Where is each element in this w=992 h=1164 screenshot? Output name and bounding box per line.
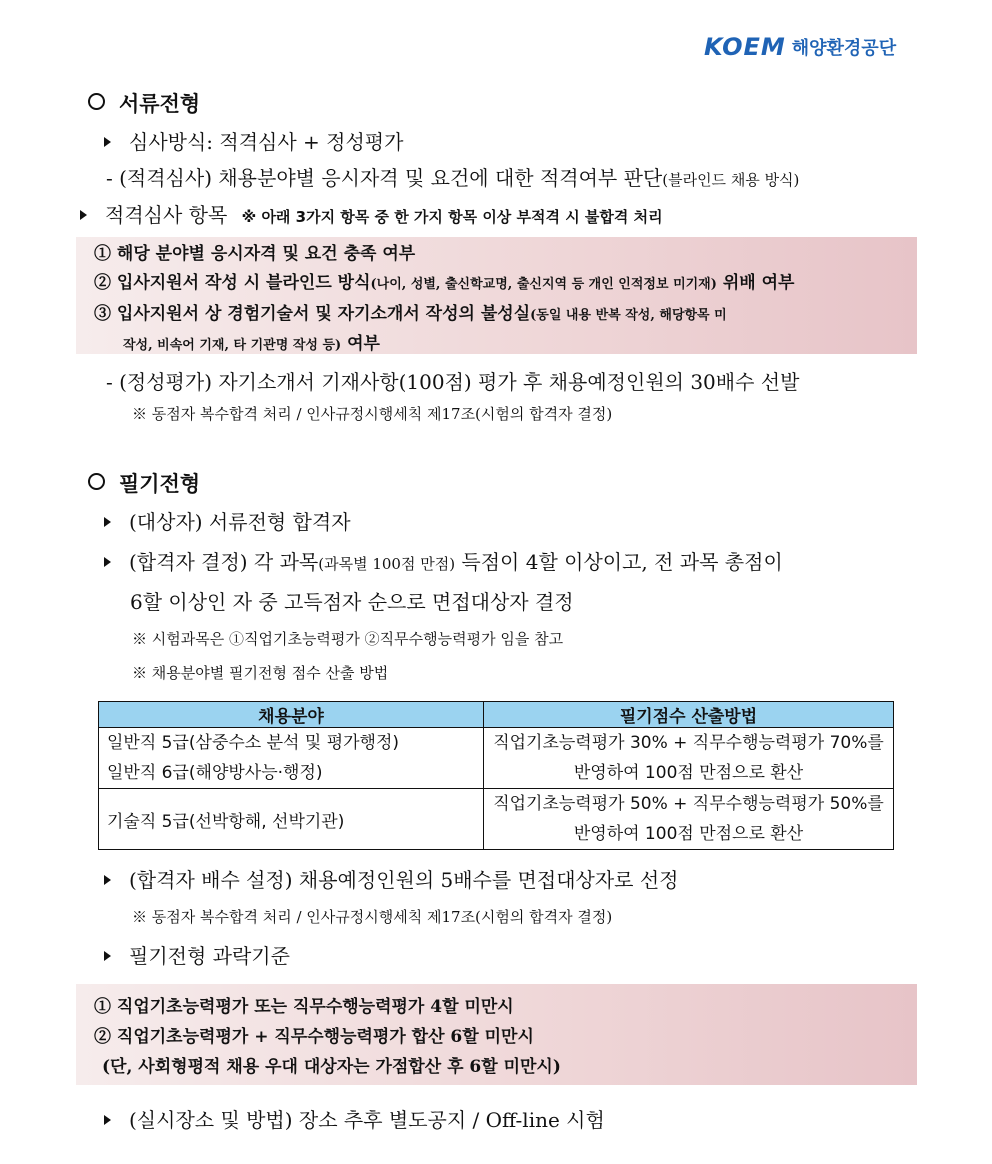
- header-logo: [704, 32, 896, 62]
- section-title-documents: 서류전형: [88, 88, 200, 118]
- cutoff-item-3: (단, 사회형평적 채용 우대 대상자는 가점합산 후 6할 미만시): [102, 1057, 561, 1077]
- cutoff-heading: 필기전형 과락기준: [104, 940, 290, 969]
- pass-decision-cont: 6할 이상인 자 중 고득점자 순으로 면접대상자 결정: [130, 590, 574, 614]
- screening-method: 심사방식: 적격심사 + 정성평가: [104, 126, 403, 155]
- exam-place: (실시장소 및 방법) 장소 추후 별도공지 / Off-line 시험: [104, 1104, 605, 1133]
- triangle-bullet-icon: [104, 1115, 111, 1125]
- box-item-3-cont: 작성, 비속어 기재, 타 기관명 작성 등) 여부: [123, 334, 380, 354]
- score-method-note: ※ 채용분야별 필기전형 점수 산출 방법: [132, 664, 389, 682]
- table-row: [99, 728, 894, 789]
- table-row: [99, 789, 894, 850]
- circle-bullet-icon: [88, 473, 105, 490]
- triangle-bullet-icon: [104, 557, 111, 567]
- section-title-written: 필기전형: [88, 468, 200, 498]
- multiple-setting: (합격자 배수 설정) 채용예정인원의 5배수를 면접대상자로 선정: [104, 864, 678, 893]
- logo-mark: KOEM: [704, 33, 786, 61]
- box-item-2: ② 입사지원서 작성 시 블라인드 방식(나이, 성별, 출신학교명, 출신지역 등 개인 인적정보 미기재) 위배 여부: [94, 273, 795, 293]
- triangle-bullet-icon: [80, 210, 87, 220]
- disqualification-box: [76, 237, 917, 354]
- cutoff-item-2: ② 직업기초능력평가 + 직무수행능력평가 합산 6할 미만시: [94, 1027, 534, 1047]
- pass-decision: (합격자 결정) 각 과목(과목별 100점 만점) 득점이 4할 이상이고, 전 과목 총점이: [104, 546, 783, 575]
- qualitative-evaluation: - (정성평가) 자기소개서 기재사항(100점) 평가 후 채용예정인원의 30배수 선발: [106, 370, 800, 394]
- subjects-note: ※ 시험과목은 ①직업기초능력평가 ②직무수행능력평가 임을 참고: [132, 630, 564, 648]
- table-header: 채용분야: [99, 702, 484, 728]
- table-cell: 직업기초능력평가 30% + 직무수행능력평가 70%를 반영하여 100점 만점으로 환산: [484, 728, 894, 789]
- box-item-1: ① 해당 분야별 응시자격 및 요건 충족 여부: [94, 244, 416, 264]
- table-cell: 일반직 5급(삼중수소 분석 및 평가행정) 일반직 6급(해양방사능·행정): [99, 728, 484, 789]
- table-header: 필기점수 산출방법: [484, 702, 894, 728]
- written-target: (대상자) 서류전형 합격자: [104, 506, 351, 535]
- triangle-bullet-icon: [104, 137, 111, 147]
- table-cell: 직업기초능력평가 50% + 직무수행능력평가 50%를 반영하여 100점 만점으로 환산: [484, 789, 894, 850]
- triangle-bullet-icon: [104, 875, 111, 885]
- cutoff-box: [76, 984, 917, 1085]
- circle-bullet-icon: [88, 93, 105, 110]
- cutoff-item-1: ① 직업기초능력평가 또는 직무수행능력평가 4할 미만시: [94, 997, 514, 1017]
- table-header-row: [99, 702, 894, 728]
- org-name: 해양환경공단: [791, 38, 897, 59]
- triangle-bullet-icon: [104, 951, 111, 961]
- multiple-note: ※ 동점자 복수합격 처리 / 인사규정시행세칙 제17조(시험의 합격자 결정): [132, 908, 613, 926]
- triangle-bullet-icon: [104, 517, 111, 527]
- score-table: [98, 701, 894, 850]
- table-cell: 기술직 5급(선박항해, 선박기관): [99, 789, 484, 850]
- qualification-items-heading: 적격심사 항목 ※ 아래 3가지 항목 중 한 가지 항목 이상 부적격 시 불합격 처리: [80, 199, 663, 228]
- qualification-description: - (적격심사) 채용분야별 응시자격 및 요건에 대한 적격여부 판단(블라인드 채용 방식): [106, 166, 800, 190]
- box-item-3: ③ 입사지원서 상 경험기술서 및 자기소개서 작성의 불성실(동일 내용 반복 작성, 해당항목 미: [94, 304, 727, 324]
- qualitative-note: ※ 동점자 복수합격 처리 / 인사규정시행세칙 제17조(시험의 합격자 결정): [132, 405, 613, 423]
